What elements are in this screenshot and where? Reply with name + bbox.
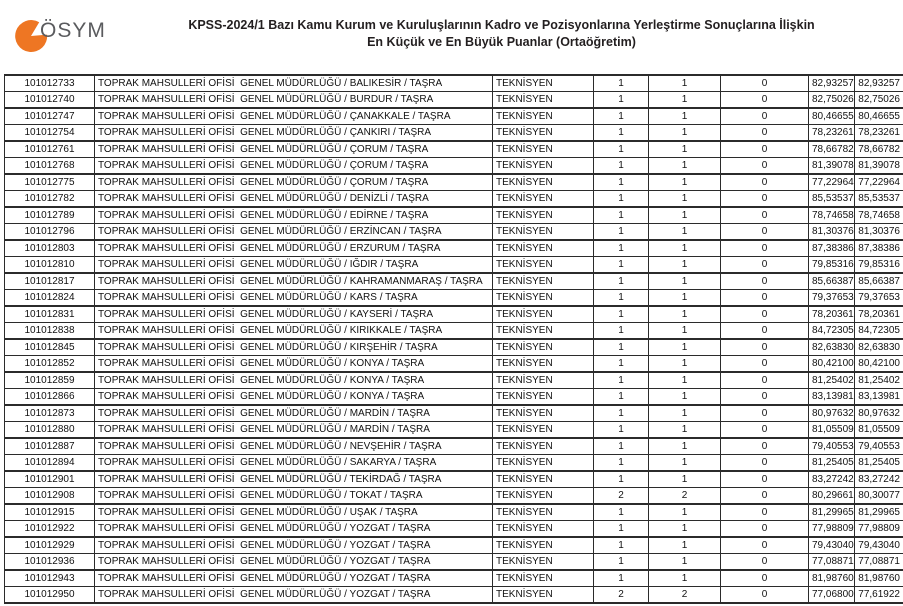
kadro-kodu: 101012894 [5,455,95,472]
kadro-kodu: 101012747 [5,108,95,125]
en-buyuk-puan: 85,53537 [855,191,903,208]
en-kucuk-puan: 82,63830 [809,339,855,356]
kurum-adi: TOPRAK MAHSULLERİ OFİSİ GENEL MÜDÜRLÜĞÜ / KIRIKKALE / TAŞRA [95,323,493,340]
kadro-sayisi: 1 [594,141,649,158]
kadro-kodu: 101012775 [5,174,95,191]
bos-kalan-sayisi: 0 [721,323,809,340]
en-kucuk-puan: 81,25402 [809,372,855,389]
yerlesen-sayisi: 1 [649,141,721,158]
kadro-kodu: 101012733 [5,75,95,92]
kadro-kodu: 101012950 [5,587,95,604]
en-buyuk-puan: 78,20361 [855,306,903,323]
kadro-sayisi: 2 [594,488,649,505]
bos-kalan-sayisi: 0 [721,224,809,241]
yerlesen-sayisi: 1 [649,504,721,521]
en-kucuk-puan: 83,13981 [809,389,855,406]
en-kucuk-puan: 80,29661 [809,488,855,505]
en-kucuk-puan: 82,75026 [809,92,855,109]
kadro-sayisi: 1 [594,372,649,389]
yerlesen-sayisi: 1 [649,471,721,488]
kurum-adi: TOPRAK MAHSULLERİ OFİSİ GENEL MÜDÜRLÜĞÜ / EDİRNE / TAŞRA [95,207,493,224]
en-kucuk-puan: 81,39078 [809,158,855,175]
kadro-kodu: 101012824 [5,290,95,307]
yerlesen-sayisi: 1 [649,422,721,439]
kadro-kodu: 101012845 [5,339,95,356]
kadro-kodu: 101012789 [5,207,95,224]
kadro-sayisi: 1 [594,537,649,554]
kadro-unvani: TEKNİSYEN [493,521,594,538]
yerlesen-sayisi: 1 [649,240,721,257]
kurum-adi: TOPRAK MAHSULLERİ OFİSİ GENEL MÜDÜRLÜĞÜ / SAKARYA / TAŞRA [95,455,493,472]
yerlesen-sayisi: 1 [649,174,721,191]
kurum-adi: TOPRAK MAHSULLERİ OFİSİ GENEL MÜDÜRLÜĞÜ / NEVŞEHİR / TAŞRA [95,438,493,455]
table-row [5,438,903,455]
table-row [5,92,903,109]
kadro-sayisi: 1 [594,158,649,175]
table-row [5,356,903,373]
document-title [100,0,903,51]
kadro-kodu: 101012859 [5,372,95,389]
bos-kalan-sayisi: 0 [721,537,809,554]
en-kucuk-puan: 77,06800 [809,587,855,604]
kadro-sayisi: 1 [594,290,649,307]
yerlesen-sayisi: 1 [649,191,721,208]
kurum-adi: TOPRAK MAHSULLERİ OFİSİ GENEL MÜDÜRLÜĞÜ / TEKİRDAĞ / TAŞRA [95,471,493,488]
kadro-sayisi: 1 [594,356,649,373]
kadro-unvani: TEKNİSYEN [493,141,594,158]
yerlesen-sayisi: 1 [649,323,721,340]
en-kucuk-puan: 82,93257 [809,75,855,92]
bos-kalan-sayisi: 0 [721,455,809,472]
en-kucuk-puan: 79,43040 [809,537,855,554]
en-buyuk-puan: 78,23261 [855,125,903,142]
kurum-adi: TOPRAK MAHSULLERİ OFİSİ GENEL MÜDÜRLÜĞÜ / ERZİNCAN / TAŞRA [95,224,493,241]
kadro-unvani: TEKNİSYEN [493,224,594,241]
bos-kalan-sayisi: 0 [721,207,809,224]
kadro-sayisi: 1 [594,224,649,241]
kadro-sayisi: 1 [594,521,649,538]
en-buyuk-puan: 85,66387 [855,273,903,290]
title-line-2: En Küçük ve En Büyük Puanlar (Ortaöğretim) [367,35,636,49]
en-buyuk-puan: 80,97632 [855,405,903,422]
yerlesen-sayisi: 1 [649,339,721,356]
kadro-unvani: TEKNİSYEN [493,125,594,142]
table-row [5,207,903,224]
table-row [5,158,903,175]
table-row [5,240,903,257]
kurum-adi: TOPRAK MAHSULLERİ OFİSİ GENEL MÜDÜRLÜĞÜ / ÇANAKKALE / TAŞRA [95,108,493,125]
yerlesen-sayisi: 1 [649,224,721,241]
table-row [5,75,903,92]
bos-kalan-sayisi: 0 [721,174,809,191]
bos-kalan-sayisi: 0 [721,554,809,571]
yerlesen-sayisi: 1 [649,273,721,290]
bos-kalan-sayisi: 0 [721,422,809,439]
kadro-sayisi: 1 [594,455,649,472]
kadro-kodu: 101012908 [5,488,95,505]
kadro-kodu: 101012936 [5,554,95,571]
yerlesen-sayisi: 1 [649,537,721,554]
yerlesen-sayisi: 1 [649,108,721,125]
kadro-sayisi: 1 [594,108,649,125]
en-kucuk-puan: 78,74658 [809,207,855,224]
en-kucuk-puan: 87,38386 [809,240,855,257]
en-kucuk-puan: 85,53537 [809,191,855,208]
en-buyuk-puan: 81,98760 [855,570,903,587]
kadro-kodu: 101012943 [5,570,95,587]
bos-kalan-sayisi: 0 [721,240,809,257]
table-row [5,504,903,521]
bos-kalan-sayisi: 0 [721,471,809,488]
bos-kalan-sayisi: 0 [721,356,809,373]
kadro-kodu: 101012782 [5,191,95,208]
en-kucuk-puan: 83,27242 [809,471,855,488]
kurum-adi: TOPRAK MAHSULLERİ OFİSİ GENEL MÜDÜRLÜĞÜ / BURDUR / TAŞRA [95,92,493,109]
kadro-sayisi: 1 [594,323,649,340]
en-buyuk-puan: 80,42100 [855,356,903,373]
en-kucuk-puan: 80,42100 [809,356,855,373]
kurum-adi: TOPRAK MAHSULLERİ OFİSİ GENEL MÜDÜRLÜĞÜ / YOZGAT / TAŞRA [95,587,493,604]
kurum-adi: TOPRAK MAHSULLERİ OFİSİ GENEL MÜDÜRLÜĞÜ / YOZGAT / TAŞRA [95,554,493,571]
kadro-sayisi: 1 [594,125,649,142]
en-kucuk-puan: 81,29965 [809,504,855,521]
kadro-sayisi: 1 [594,191,649,208]
table-row [5,290,903,307]
table-row [5,224,903,241]
bos-kalan-sayisi: 0 [721,405,809,422]
kadro-kodu: 101012901 [5,471,95,488]
kadro-sayisi: 1 [594,92,649,109]
kurum-adi: TOPRAK MAHSULLERİ OFİSİ GENEL MÜDÜRLÜĞÜ / YOZGAT / TAŞRA [95,521,493,538]
kadro-sayisi: 1 [594,75,649,92]
en-kucuk-puan: 77,98809 [809,521,855,538]
yerlesen-sayisi: 1 [649,306,721,323]
title-line-1: KPSS-2024/1 Bazı Kamu Kurum ve Kuruluşlarının Kadro ve Pozisyonlarına Yerleştirme Sonuçlarına İlişkin [188,18,815,32]
bos-kalan-sayisi: 0 [721,108,809,125]
kadro-sayisi: 1 [594,554,649,571]
bos-kalan-sayisi: 0 [721,75,809,92]
kadro-sayisi: 1 [594,422,649,439]
table-row [5,537,903,554]
kadro-kodu: 101012810 [5,257,95,274]
table-row [5,108,903,125]
en-buyuk-puan: 79,85316 [855,257,903,274]
kadro-sayisi: 1 [594,504,649,521]
en-buyuk-puan: 80,46655 [855,108,903,125]
en-kucuk-puan: 79,85316 [809,257,855,274]
kadro-kodu: 101012803 [5,240,95,257]
en-kucuk-puan: 78,23261 [809,125,855,142]
kadro-unvani: TEKNİSYEN [493,438,594,455]
kadro-sayisi: 2 [594,587,649,604]
bos-kalan-sayisi: 0 [721,191,809,208]
kurum-adi: TOPRAK MAHSULLERİ OFİSİ GENEL MÜDÜRLÜĞÜ / ÇORUM / TAŞRA [95,174,493,191]
bos-kalan-sayisi: 0 [721,521,809,538]
kadro-unvani: TEKNİSYEN [493,554,594,571]
en-kucuk-puan: 79,40553 [809,438,855,455]
kadro-unvani: TEKNİSYEN [493,75,594,92]
results-table [4,74,903,604]
bos-kalan-sayisi: 0 [721,92,809,109]
yerlesen-sayisi: 1 [649,554,721,571]
kadro-kodu: 101012915 [5,504,95,521]
table-row [5,191,903,208]
table-row [5,521,903,538]
en-buyuk-puan: 78,66782 [855,141,903,158]
en-kucuk-puan: 77,22964 [809,174,855,191]
yerlesen-sayisi: 1 [649,207,721,224]
kadro-unvani: TEKNİSYEN [493,537,594,554]
kadro-unvani: TEKNİSYEN [493,158,594,175]
yerlesen-sayisi: 1 [649,158,721,175]
kadro-unvani: TEKNİSYEN [493,108,594,125]
kurum-adi: TOPRAK MAHSULLERİ OFİSİ GENEL MÜDÜRLÜĞÜ / ERZURUM / TAŞRA [95,240,493,257]
bos-kalan-sayisi: 0 [721,372,809,389]
kadro-unvani: TEKNİSYEN [493,488,594,505]
kurum-adi: TOPRAK MAHSULLERİ OFİSİ GENEL MÜDÜRLÜĞÜ / DENİZLİ / TAŞRA [95,191,493,208]
bos-kalan-sayisi: 0 [721,587,809,604]
table-row [5,422,903,439]
kadro-unvani: TEKNİSYEN [493,273,594,290]
kadro-sayisi: 1 [594,240,649,257]
kadro-kodu: 101012817 [5,273,95,290]
kadro-unvani: TEKNİSYEN [493,405,594,422]
kadro-unvani: TEKNİSYEN [493,389,594,406]
en-kucuk-puan: 85,66387 [809,273,855,290]
kadro-kodu: 101012922 [5,521,95,538]
table-row [5,471,903,488]
kadro-sayisi: 1 [594,389,649,406]
en-kucuk-puan: 81,30376 [809,224,855,241]
yerlesen-sayisi: 1 [649,356,721,373]
en-buyuk-puan: 77,61922 [855,587,903,604]
kadro-kodu: 101012768 [5,158,95,175]
yerlesen-sayisi: 1 [649,405,721,422]
en-buyuk-puan: 81,25402 [855,372,903,389]
yerlesen-sayisi: 2 [649,488,721,505]
yerlesen-sayisi: 2 [649,587,721,604]
yerlesen-sayisi: 1 [649,438,721,455]
page-header [0,0,903,74]
kurum-adi: TOPRAK MAHSULLERİ OFİSİ GENEL MÜDÜRLÜĞÜ / BALIKESİR / TAŞRA [95,75,493,92]
kurum-adi: TOPRAK MAHSULLERİ OFİSİ GENEL MÜDÜRLÜĞÜ / ÇORUM / TAŞRA [95,158,493,175]
bos-kalan-sayisi: 0 [721,290,809,307]
table-row [5,141,903,158]
en-buyuk-puan: 82,93257 [855,75,903,92]
bos-kalan-sayisi: 0 [721,158,809,175]
en-buyuk-puan: 81,29965 [855,504,903,521]
en-kucuk-puan: 80,97632 [809,405,855,422]
en-buyuk-puan: 79,43040 [855,537,903,554]
kadro-kodu: 101012873 [5,405,95,422]
yerlesen-sayisi: 1 [649,290,721,307]
kadro-kodu: 101012761 [5,141,95,158]
kadro-kodu: 101012880 [5,422,95,439]
kadro-sayisi: 1 [594,339,649,356]
en-kucuk-puan: 81,05509 [809,422,855,439]
en-kucuk-puan: 80,46655 [809,108,855,125]
kadro-unvani: TEKNİSYEN [493,240,594,257]
bos-kalan-sayisi: 0 [721,570,809,587]
bos-kalan-sayisi: 0 [721,273,809,290]
en-kucuk-puan: 84,72305 [809,323,855,340]
en-kucuk-puan: 79,37653 [809,290,855,307]
kurum-adi: TOPRAK MAHSULLERİ OFİSİ GENEL MÜDÜRLÜĞÜ / TOKAT / TAŞRA [95,488,493,505]
kadro-kodu: 101012838 [5,323,95,340]
osym-logo-text: ÖSYM [40,19,106,42]
kadro-sayisi: 1 [594,174,649,191]
kadro-unvani: TEKNİSYEN [493,356,594,373]
yerlesen-sayisi: 1 [649,389,721,406]
kadro-sayisi: 1 [594,471,649,488]
kadro-kodu: 101012831 [5,306,95,323]
en-kucuk-puan: 78,66782 [809,141,855,158]
kadro-kodu: 101012866 [5,389,95,406]
kadro-sayisi: 1 [594,570,649,587]
table-row [5,488,903,505]
en-buyuk-puan: 77,08871 [855,554,903,571]
en-buyuk-puan: 78,74658 [855,207,903,224]
kurum-adi: TOPRAK MAHSULLERİ OFİSİ GENEL MÜDÜRLÜĞÜ / ÇANKIRI / TAŞRA [95,125,493,142]
yerlesen-sayisi: 1 [649,372,721,389]
en-kucuk-puan: 81,25405 [809,455,855,472]
kadro-unvani: TEKNİSYEN [493,323,594,340]
table-row [5,257,903,274]
en-buyuk-puan: 81,05509 [855,422,903,439]
table-row [5,372,903,389]
en-kucuk-puan: 81,98760 [809,570,855,587]
bos-kalan-sayisi: 0 [721,306,809,323]
kurum-adi: TOPRAK MAHSULLERİ OFİSİ GENEL MÜDÜRLÜĞÜ / KARS / TAŞRA [95,290,493,307]
kadro-sayisi: 1 [594,306,649,323]
kadro-unvani: TEKNİSYEN [493,339,594,356]
table-row [5,125,903,142]
yerlesen-sayisi: 1 [649,125,721,142]
en-buyuk-puan: 82,63830 [855,339,903,356]
kurum-adi: TOPRAK MAHSULLERİ OFİSİ GENEL MÜDÜRLÜĞÜ / KONYA / TAŞRA [95,356,493,373]
kurum-adi: TOPRAK MAHSULLERİ OFİSİ GENEL MÜDÜRLÜĞÜ / KAYSERİ / TAŞRA [95,306,493,323]
kadro-unvani: TEKNİSYEN [493,92,594,109]
osym-logo [13,16,106,54]
table-row [5,455,903,472]
bos-kalan-sayisi: 0 [721,125,809,142]
bos-kalan-sayisi: 0 [721,257,809,274]
bos-kalan-sayisi: 0 [721,339,809,356]
kadro-unvani: TEKNİSYEN [493,191,594,208]
kadro-unvani: TEKNİSYEN [493,257,594,274]
table-row [5,570,903,587]
bos-kalan-sayisi: 0 [721,488,809,505]
kurum-adi: TOPRAK MAHSULLERİ OFİSİ GENEL MÜDÜRLÜĞÜ / IĞDIR / TAŞRA [95,257,493,274]
en-buyuk-puan: 83,13981 [855,389,903,406]
en-buyuk-puan: 79,40553 [855,438,903,455]
table-row [5,339,903,356]
kurum-adi: TOPRAK MAHSULLERİ OFİSİ GENEL MÜDÜRLÜĞÜ / MARDİN / TAŞRA [95,405,493,422]
en-buyuk-puan: 82,75026 [855,92,903,109]
table-row [5,405,903,422]
table-row [5,587,903,604]
kurum-adi: TOPRAK MAHSULLERİ OFİSİ GENEL MÜDÜRLÜĞÜ / KAHRAMANMARAŞ / TAŞRA [95,273,493,290]
kadro-unvani: TEKNİSYEN [493,504,594,521]
en-buyuk-puan: 81,25405 [855,455,903,472]
kadro-unvani: TEKNİSYEN [493,455,594,472]
kadro-kodu: 101012852 [5,356,95,373]
kadro-unvani: TEKNİSYEN [493,207,594,224]
en-buyuk-puan: 80,30077 [855,488,903,505]
kurum-adi: TOPRAK MAHSULLERİ OFİSİ GENEL MÜDÜRLÜĞÜ / KIRŞEHİR / TAŞRA [95,339,493,356]
bos-kalan-sayisi: 0 [721,504,809,521]
en-buyuk-puan: 83,27242 [855,471,903,488]
table-row [5,174,903,191]
yerlesen-sayisi: 1 [649,92,721,109]
yerlesen-sayisi: 1 [649,521,721,538]
en-buyuk-puan: 84,72305 [855,323,903,340]
kadro-sayisi: 1 [594,438,649,455]
kadro-sayisi: 1 [594,257,649,274]
kadro-unvani: TEKNİSYEN [493,422,594,439]
kadro-kodu: 101012754 [5,125,95,142]
en-buyuk-puan: 77,98809 [855,521,903,538]
kadro-kodu: 101012740 [5,92,95,109]
table-row [5,554,903,571]
kurum-adi: TOPRAK MAHSULLERİ OFİSİ GENEL MÜDÜRLÜĞÜ / MARDİN / TAŞRA [95,422,493,439]
en-kucuk-puan: 77,08871 [809,554,855,571]
kadro-kodu: 101012929 [5,537,95,554]
results-table-body [5,75,903,603]
en-kucuk-puan: 78,20361 [809,306,855,323]
kadro-unvani: TEKNİSYEN [493,290,594,307]
kadro-kodu: 101012796 [5,224,95,241]
bos-kalan-sayisi: 0 [721,438,809,455]
kurum-adi: TOPRAK MAHSULLERİ OFİSİ GENEL MÜDÜRLÜĞÜ / KONYA / TAŞRA [95,372,493,389]
bos-kalan-sayisi: 0 [721,389,809,406]
kadro-kodu: 101012887 [5,438,95,455]
kurum-adi: TOPRAK MAHSULLERİ OFİSİ GENEL MÜDÜRLÜĞÜ / UŞAK / TAŞRA [95,504,493,521]
bos-kalan-sayisi: 0 [721,141,809,158]
en-buyuk-puan: 77,22964 [855,174,903,191]
kurum-adi: TOPRAK MAHSULLERİ OFİSİ GENEL MÜDÜRLÜĞÜ / YOZGAT / TAŞRA [95,537,493,554]
en-buyuk-puan: 79,37653 [855,290,903,307]
kadro-sayisi: 1 [594,273,649,290]
kadro-unvani: TEKNİSYEN [493,372,594,389]
kurum-adi: TOPRAK MAHSULLERİ OFİSİ GENEL MÜDÜRLÜĞÜ / ÇORUM / TAŞRA [95,141,493,158]
kadro-unvani: TEKNİSYEN [493,570,594,587]
kadro-unvani: TEKNİSYEN [493,471,594,488]
table-row [5,306,903,323]
yerlesen-sayisi: 1 [649,75,721,92]
kadro-unvani: TEKNİSYEN [493,306,594,323]
yerlesen-sayisi: 1 [649,257,721,274]
table-row [5,323,903,340]
en-buyuk-puan: 81,39078 [855,158,903,175]
kadro-sayisi: 1 [594,207,649,224]
en-buyuk-puan: 81,30376 [855,224,903,241]
yerlesen-sayisi: 1 [649,455,721,472]
table-row [5,273,903,290]
kadro-unvani: TEKNİSYEN [493,587,594,604]
table-row [5,389,903,406]
kadro-sayisi: 1 [594,405,649,422]
kurum-adi: TOPRAK MAHSULLERİ OFİSİ GENEL MÜDÜRLÜĞÜ / KONYA / TAŞRA [95,389,493,406]
yerlesen-sayisi: 1 [649,570,721,587]
en-buyuk-puan: 87,38386 [855,240,903,257]
kurum-adi: TOPRAK MAHSULLERİ OFİSİ GENEL MÜDÜRLÜĞÜ / YOZGAT / TAŞRA [95,570,493,587]
kadro-unvani: TEKNİSYEN [493,174,594,191]
